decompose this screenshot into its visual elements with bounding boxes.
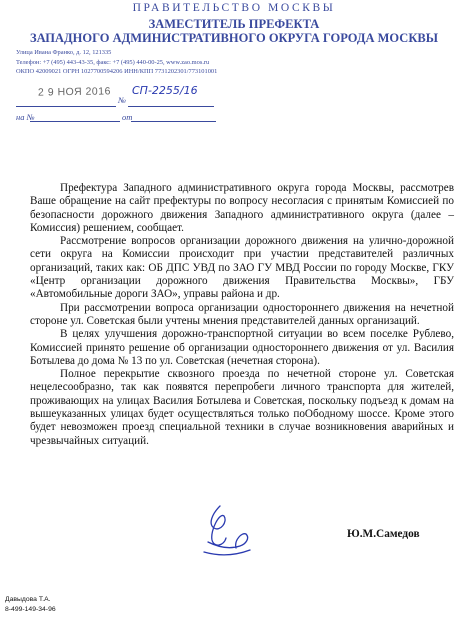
body-paragraph: В целях улучшения дорожно-транспортной ситуации во всем поселке Рублево, Комиссией принято решение об организации одностороннего движения от ул. Василия Ботылева до дома № 13 по ул. Советская (нечетная сторона). (30, 328, 454, 367)
number-prefix: № (118, 95, 127, 105)
body-paragraph: При рассмотрении вопроса организации одностороннего движения на нечетной стороне ул. Советская были учтены мнения представителей данных организаций. (30, 301, 454, 327)
reference-date-label: от (122, 112, 133, 122)
body-paragraph: Полное перекрытие сквозного проезда по нечетной стороне ул. Советская нецелесообразно, так как появятся перепробеги личного транспорта для жителей, проживающих на улицах Василия Ботылева и Советская, поскольку подъезд к домам на вышеуказанных улицах будет осуществляться только поОбодному шоссе. Кроме этого будет невозможен проезд специальной техники в случае возникновения аварийных и чрезвычайных ситуаций. (30, 368, 454, 447)
executor-phone: 8-499-149-34-96 (5, 606, 56, 613)
date-stamp: 2 9 НОЯ 2016 (37, 85, 112, 99)
executor-name: Давыдова Т.А. (5, 596, 51, 603)
letter-body (30, 182, 454, 448)
government-name: ПРАВИТЕЛЬСТВО МОСКВЫ (132, 2, 336, 14)
reference-number-label: на № (16, 112, 35, 122)
body-paragraph: Префектура Западного административного округа города Москвы, рассмотрев Ваше обращение на сайт префектуры по вопросу несогласия с принятым Комиссией по безопасности дорожного движения Западного административного округа (далее – Комиссия) решением, сообщает. (30, 182, 454, 234)
letterhead-address: Улица Ивана Франко, д. 12, 121335 (16, 49, 112, 56)
outgoing-number: СП-2255/16 (132, 84, 198, 97)
letterhead-phone: Телефон: +7 (495) 443-43-35, факс: +7 (495) 440-00-25, www.zao.mos.ru (16, 59, 210, 66)
letterhead-title-line1: ЗАМЕСТИТЕЛЬ ПРЕФЕКТА (148, 17, 320, 31)
letterhead-codes: ОКПО 42009021 ОГРН 1027700594206 ИНН/КПП 7731202301/773101001 (16, 68, 218, 75)
reference-number-line (30, 110, 120, 122)
handwritten-signature (198, 502, 256, 558)
signer-name: Ю.М.Самедов (347, 528, 420, 540)
reference-date-line (131, 110, 216, 122)
letterhead-title-line2: ЗАПАДНОГО АДМИНИСТРАТИВНОГО ОКРУГА ГОРОДА МОСКВЫ (29, 31, 439, 45)
body-paragraph: Рассмотрение вопросов организации дорожного движения на улично-дорожной сети округа на Комиссии происходит при участии представителей различных организаций, таких как: ОБ ДПС УВД по ЗАО ГУ МВД России по городу Москве, ГКУ «Центр организации дорожного движения Правительства Москвы», ГБУ «Автомобильные дороги ЗАО», управы района и др. (30, 235, 454, 301)
